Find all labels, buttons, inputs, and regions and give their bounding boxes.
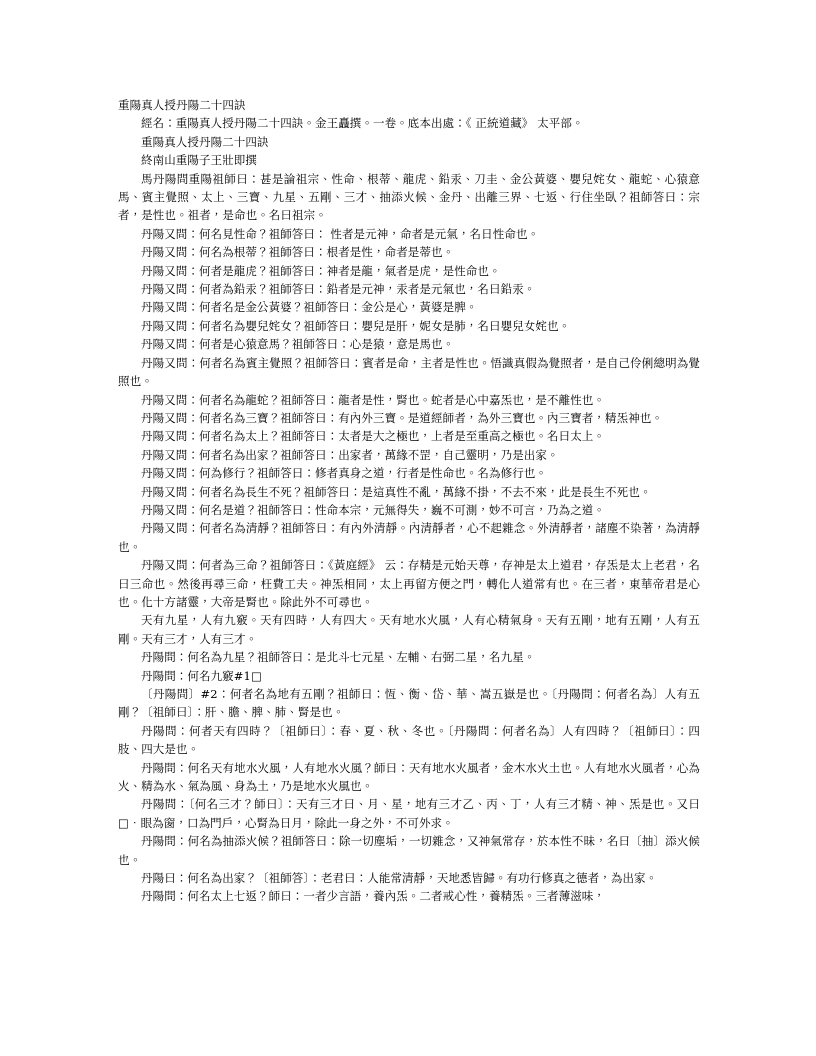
paragraph-body-12: 丹陽又問：何者名為太上？祖師答曰：太者是大之極也，上者是至重高之極也。名曰太上。 [141,429,605,444]
paragraph-body-26: 丹陽問：何名為抽添火候？祖師答曰：除一切塵垢，一切雜念，又神氣常存，於本性不昧，名曰〔抽〕添火候也。 [118,834,700,867]
paragraph-body-8: 丹陽又問：何者是心猿意馬？祖師答曰：心是猿，意是馬也。 [141,337,455,352]
paragraph-body-16: 丹陽又問：何名是道？祖師答曰：性命本宗，元無得失，巍不可測，妙不可言，乃為之道。 [141,502,605,517]
paragraph-body-17: 丹陽又問：何者名為清靜？祖師答曰：有內外清靜。內清靜者，心不起雜念。外清靜者，諸塵不染著，為清靜也。 [118,521,700,554]
paragraph-body-1: 馬丹陽問重陽祖師曰：甚是論祖宗、性命、根蒂、龍虎、鉛汞、刀圭、金公黃婆、嬰兒姹女、龍蛇、心猿意馬、賓主覺照、太上、三寶、九星、五剛、三才、抽添火候、金丹、出離三界、七返、行住坐臥？祖師答曰：宗者，是性也。祖者，是命也。名曰祖宗。 [118,171,700,223]
paragraph-body-20: 丹陽問：何名為九星？祖師答曰：是北斗七元星、左輔、右弼二星，名九星。 [141,650,536,665]
paragraph-body-3: 丹陽又問：何名為根蒂？祖師答曰：根者是性，命者是蒂也。 [141,245,455,260]
paragraph-title: 重陽真人授丹陽二十四訣 [118,98,246,112]
paragraph-body-9: 丹陽又問：何者名為賓主覺照？祖師答曰：賓者是命，主者是性也。悟識真假為覺照者，是自己伶俐總明為覺照也。 [118,355,700,389]
document-body [118,96,700,906]
paragraph-body-2: 丹陽又問：何名見性命？祖師答曰： 性者是元神，命者是元氣，名日性命也。 [141,226,540,241]
paragraph-body-23: 丹陽問：何者天有四時？〔祖師曰〕：春、夏、秋、冬也。〔丹陽問：何者名為〕人有四時？〔祖師曰〕：四肢、四大是也。 [118,723,700,757]
paragraph-body-11: 丹陽又問：何者名為三寶？祖師答曰：有內外三寶。是道經師者，為外三寶也。內三寶者，精炁神也。 [141,410,663,425]
paragraph-body-4: 丹陽又問：何者是龍虎？祖師答曰：神者是龍，氣者是虎，是性命也。 [141,263,501,278]
paragraph-body-7: 丹陽又問：何者名為嬰兒姹女？祖師答曰：嬰兒是肝，妮女是肺，名曰嬰兒女姹也。 [141,318,571,333]
paragraph-body-6: 丹陽又問：何者名是金公黃婆？祖師答曰：金公是心，黃婆是脾。 [141,300,478,315]
paragraph-body-22: 〔丹陽問〕#2：何者名為地有五剛？祖師曰：恆、衡、岱、華、嵩五嶽是也。〔丹陽問：何者名為〕人有五剛？〔祖師曰〕：肝、膽、脾、肺、腎是也。 [118,687,700,720]
paragraph-body-28: 丹陽問：何名太上七返？師曰：一者少言語，養內炁。二者戒心性，養精炁。三者薄滋味， [141,889,605,904]
paragraph-body-19: 天有九星，人有九竅。天有四時，人有四大。天有地水火風，人有心精氣身。天有五剛，地有五剛，人有五剛。天有三才，人有三才。 [118,613,700,646]
paragraph-body-10: 丹陽又問：何者名為龍蛇？祖師答曰：龍者是性，腎也。蛇者是心中嘉炁也，是不離性也。 [141,392,605,407]
paragraph-body-21: 丹陽問：何名九竅#1□ [141,668,262,683]
paragraph-body-24: 丹陽問：何名天有地水火風，人有地水火風？師曰：天有地水火風者，金木水火土也。人有地水火風者，心為火、精為水、氣為風、身為土，乃是地水火風也。 [118,760,700,794]
paragraph-scripture-name: 經名：重陽真人授丹陽二十四訣。金王矗撰。一卷。底本出處：《 正統道藏》 太平部。 [141,116,584,131]
paragraph-body-13: 丹陽又問：何者名為出家？祖師答曰：出家者，萬緣不罡，自己靈明，乃是出家。 [141,447,559,462]
paragraph-body-5: 丹陽又問：何者為鉛汞？祖師答曰：鉛者是元神，汞者是元氣也，名曰鉛汞。 [141,282,536,297]
paragraph-subtitle: 重陽真人授丹陽二十四訣 [141,134,269,149]
paragraph-body-18: 丹陽又問：何者為三命？祖師答曰：《黃庭經》 云：存精是元始天尊，存神是太上道君，存炁是太上老君，名曰三命也。然後再尋三命，枉費工夫。神炁相同，太上再留方便之門，轉化人道常有也。在三者，東華帝君是心也。化十方諸靈，大帝是腎也。除此外不可尋也。 [118,558,700,609]
paragraph-body-14: 丹陽又問：何為修行？祖師答曰：修者真身之道，行者是性命也。名為修行也。 [141,466,547,481]
paragraph-author: 終南山重陽子王壯即撰 [141,153,257,168]
paragraph-body-15: 丹陽又問：何者名為長生不死？祖師答曰：是這真性不亂，萬緣不掛，不去不來，此是長生不死也。 [141,484,652,499]
paragraph-body-27: 丹陽曰：何名為出家？〔祖師答〕：老君曰：人能常清靜，天地悉皆歸。有功行修真之德者，為出家。 [141,871,658,886]
paragraph-body-25: 丹陽問：〔何名三才？師曰〕：天有三才曰、月、星，地有三才乙、丙、丁，人有三才精、神、炁是也。又曰□．眼為窗，口為門戶，心腎為日月，除此一身之外，不可外求。 [118,797,700,830]
